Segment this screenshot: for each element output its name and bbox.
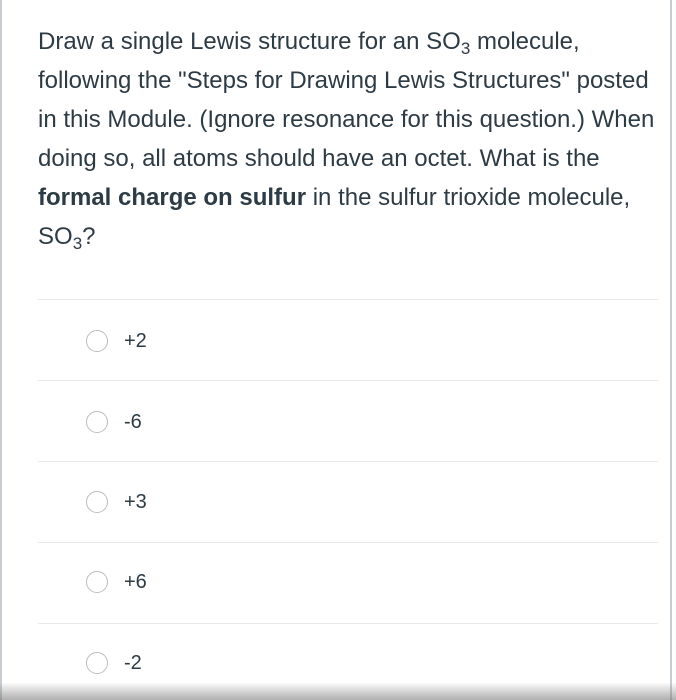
radio-button-icon[interactable]: [86, 652, 108, 674]
divider: [38, 461, 658, 462]
bottom-edge-shadow: [0, 682, 676, 700]
question-text-part2: molecule, following the "Steps for Drawing Lewis Structures" posted in this Module. (Ignore resonance for this question.) When doing so, all atoms should have an octet. What is the: [38, 28, 655, 172]
answer-label: +2: [124, 329, 147, 352]
radio-button-icon[interactable]: [86, 411, 108, 433]
answer-option-3[interactable]: [86, 487, 147, 517]
divider: [38, 299, 658, 300]
question-text-part4: ?: [82, 223, 96, 250]
answer-option-4[interactable]: [86, 567, 147, 597]
answer-option-1[interactable]: [86, 326, 147, 356]
question-emphasis: formal charge on sulfur: [38, 184, 307, 211]
divider: [38, 623, 658, 624]
answer-label: +3: [124, 490, 147, 513]
answer-option-5[interactable]: [86, 648, 142, 678]
answer-label: -2: [124, 651, 142, 674]
question-text-part3: in the sulfur trioxide molecule, SO: [38, 184, 631, 250]
answer-label: +6: [124, 570, 147, 593]
divider: [38, 380, 658, 381]
subscript-3: 3: [72, 234, 83, 253]
subscript-3: 3: [460, 39, 471, 58]
answer-option-2[interactable]: [86, 407, 142, 437]
question-text-part1: Draw a single Lewis structure for an SO: [38, 28, 461, 55]
radio-button-icon[interactable]: [86, 330, 108, 352]
radio-button-icon[interactable]: [86, 571, 108, 593]
answer-label: -6: [124, 410, 142, 433]
question-text: [38, 22, 658, 256]
radio-button-icon[interactable]: [86, 491, 108, 513]
divider: [38, 542, 658, 543]
